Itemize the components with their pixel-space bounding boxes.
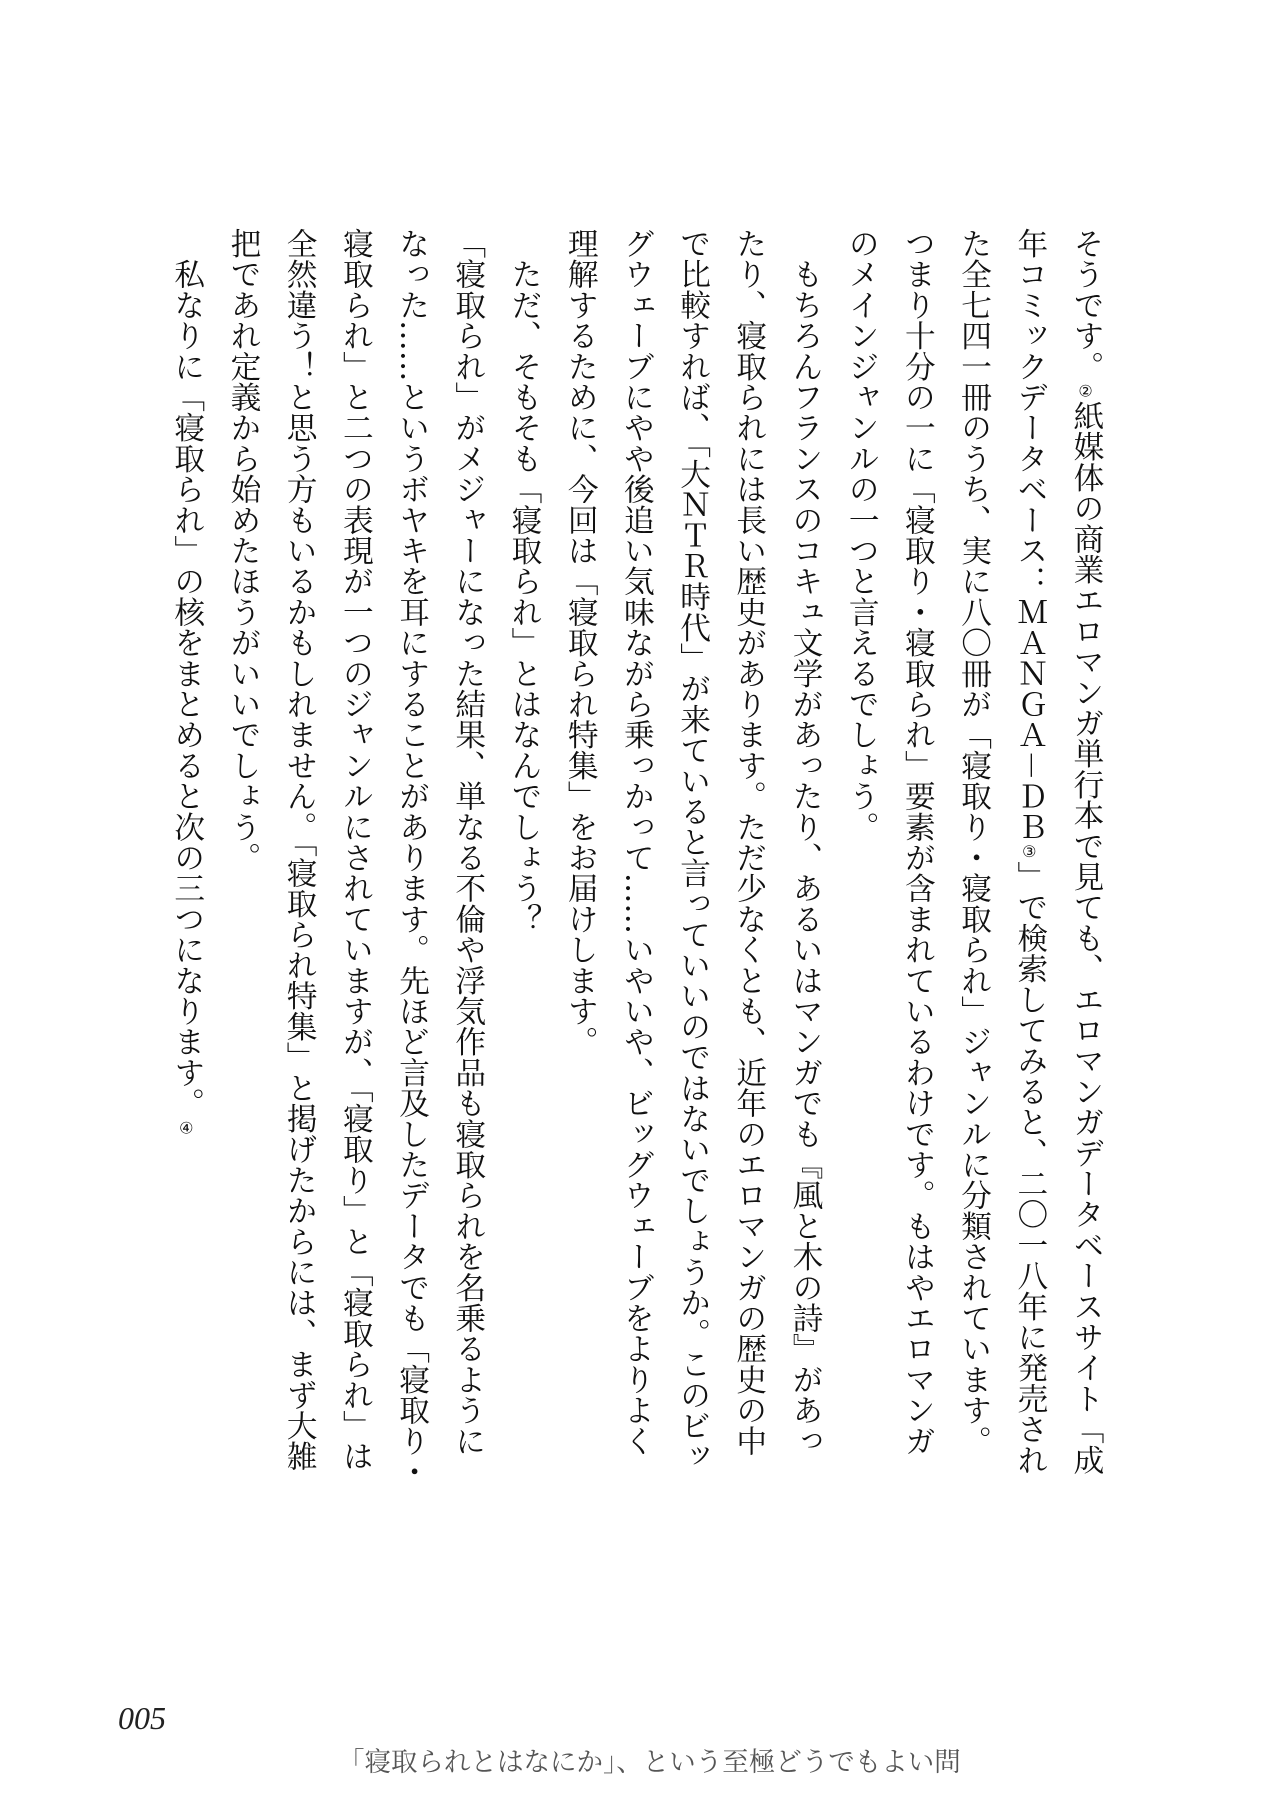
page-number: 005 [118, 1700, 166, 1736]
text-line: グウェーブにやや後追い気味ながら乗っかって……いやいや、ビッグウェーブをよりよく [618, 228, 654, 1456]
text-line: 寝取られ」と二つの表現が一つのジャンルにされていますが、「寝取り」と「寝取られ」は [337, 228, 373, 1472]
line-text: 年コミックデータベース：ＭＡＮＧＡ－ＤＢ [1011, 228, 1047, 842]
text-line: ただ、そもそも「寝取られ」とはなんでしょう？ [505, 228, 541, 935]
footnote-marker: ③ [1019, 842, 1039, 861]
text-line: で比較すれば、「大ＮＴＲ時代」が来ていると言っていいのではないでしょうか。このビッ [674, 228, 710, 1472]
text-line [158, 228, 214, 1464]
text-line [1057, 228, 1113, 1475]
text-line: なった……というボヤキを耳にすることがあります。先ほど言及したデータでも「寝取り・ [393, 228, 429, 1487]
text-line: 理解するために、今回は「寝取られ特集」をお届けします。 [562, 228, 598, 1057]
text-line: 全然違う！と思う方もいるかもしれません。「寝取られ特集」と掲げたからには、まず大雑 [281, 228, 317, 1472]
text-line [1001, 228, 1057, 1475]
line-text: 私なりに「寝取られ」の核をまとめると次の三つになります。 [168, 228, 204, 1119]
text-line: た全七四一冊のうち、実に八〇冊が「寝取り・寝取られ」ジャンルに分類されています。 [955, 228, 991, 1456]
line-text: 紙媒体の商業エロマンガ単行本で見ても、エロマンガデータベースサイト「成 [1068, 400, 1103, 1475]
footnote-marker: ④ [176, 1118, 196, 1138]
body-text [157, 228, 1113, 1487]
line-text: そうです。 [1068, 228, 1103, 382]
footnote-marker: ② [1076, 381, 1095, 401]
text-line: もちろんフランスのコキュ文学があったり、あるいはマンガでも『風と木の詩』があっ [786, 228, 822, 1456]
line-text: 」で検索してみると、二〇一八年に発売され [1011, 861, 1047, 1475]
text-line: 把であれ定義から始めたほうがいいでしょう。 [224, 228, 260, 873]
text-line: つまり十分の一に「寝取り・寝取られ」要素が含まれているわけです。もはやエロマンガ [899, 228, 935, 1456]
running-head: 「寝取られとはなにか」、という至極どうでもよい問 [338, 1747, 961, 1778]
text-line: のメインジャンルの一つと言えるでしょう。 [843, 228, 879, 842]
text-line: 「寝取られ」がメジャーになった結果、単なる不倫や浮気作品も寝取られを名乗るように [449, 228, 485, 1456]
text-line: たり、寝取られには長い歴史があります。ただ少なくとも、近年のエロマンガの歴史の中 [730, 228, 766, 1456]
